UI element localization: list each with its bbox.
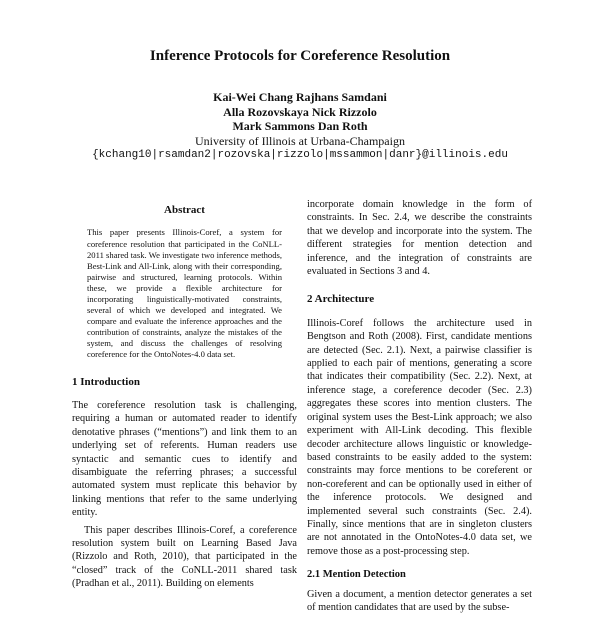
left-column (72, 198, 297, 595)
abstract-text: This paper presents Illinois-Coref, a system for coreference resolution that participated in the CoNLL-2011 shared task. We investigate two inference methods, Best-Link and All-Link, along with their corresponding, pairwise and structured, learning protocols. Within these, we provide a flexible architecture for incorporating linguistically-motivated constraints, several of which we developed and integrated. We compare and evaluate the inference approaches and the contribution of constraints, analyze the mistakes of the system, and discuss the challenges of resolving coreference for the OntoNotes-4.0 data set. (87, 227, 282, 360)
author-emails: {kchang10|rsamdan2|rozovska|rizzolo|mssammon|danr}@illinois.edu (92, 149, 508, 161)
author-line-2: Alla Rozovskaya Nick Rizzolo (223, 104, 377, 119)
section-introduction-heading: 1 Introduction (72, 375, 140, 388)
abstract-heading: Abstract (164, 204, 205, 216)
section-architecture-heading: 2 Architecture (307, 293, 375, 306)
subsection-mention-detection-heading: 2.1 Mention Detection (307, 569, 406, 581)
intro-continuation: incorporate domain knowledge in the form of constraints. In Sec. 2.4, we describe the constraints that we develop and incorporate into the system. The different strategies for mention detection and inference, and the integration of constraints are evaluated in Sections 3 and 4. (307, 199, 532, 278)
author-block (0, 90, 600, 163)
intro-paragraph-2: This paper describes Illinois-Coref, a coreference resolution system built on Learning Based Java (Rizzolo and Roth, 2010), that participated in the “closed” track of the CoNLL-2011 shared task (Pradhan et al., 2011). Building on elements (72, 524, 297, 590)
intro-paragraph-1: The coreference resolution task is challenging, requiring a human or automated reader to identify denotative phrases (“mentions”) and link them to an underlying set of referents. Human readers use syntactic and semantic cues to identify and disambiguate the referring phrases; a successful automated system must replicate this behavior by linking mentions that refer to the same underlying entity. (72, 399, 297, 519)
paper-title: Inference Protocols for Coreference Resolution (149, 48, 451, 64)
right-column (307, 198, 532, 618)
mention-detection-paragraph: Given a document, a mention detector generates a set of mention candidates that are used by the subse- (307, 588, 532, 613)
architecture-paragraph: Illinois-Coref follows the architecture used in Bengtson and Roth (2008). First, candidate mentions are detected (Sec. 2.1). Next, a pairwise classifier is applied to each pair of mentions, generating a score that indicates their compatibility (Sec. 2.2). Next, at inference stage, a coreference decoder (Sec. 2.3) aggregates these scores into mention clusters. The original system uses the Best-Link approach; we also experiment with All-Link decoding. This flexible decoder architecture allows linguistic or knowledge-based constraints to be easily added to the system: constraints may force mentions to be coreferent or non-coreferent and can be optionally used in either of the inference protocols. We designed and implemented several such constraints (Sec. 2.4). Finally, since mentions that are in singleton clusters are not annotated in the OntoNotes-4.0 data set, we remove those as a post-processing step. (307, 317, 532, 557)
author-line-1: Kai-Wei Chang Rajhans Samdani (213, 90, 387, 104)
affiliation: University of Illinois at Urbana-Champaign (195, 133, 405, 148)
author-line-3: Mark Sammons Dan Roth (232, 119, 368, 133)
